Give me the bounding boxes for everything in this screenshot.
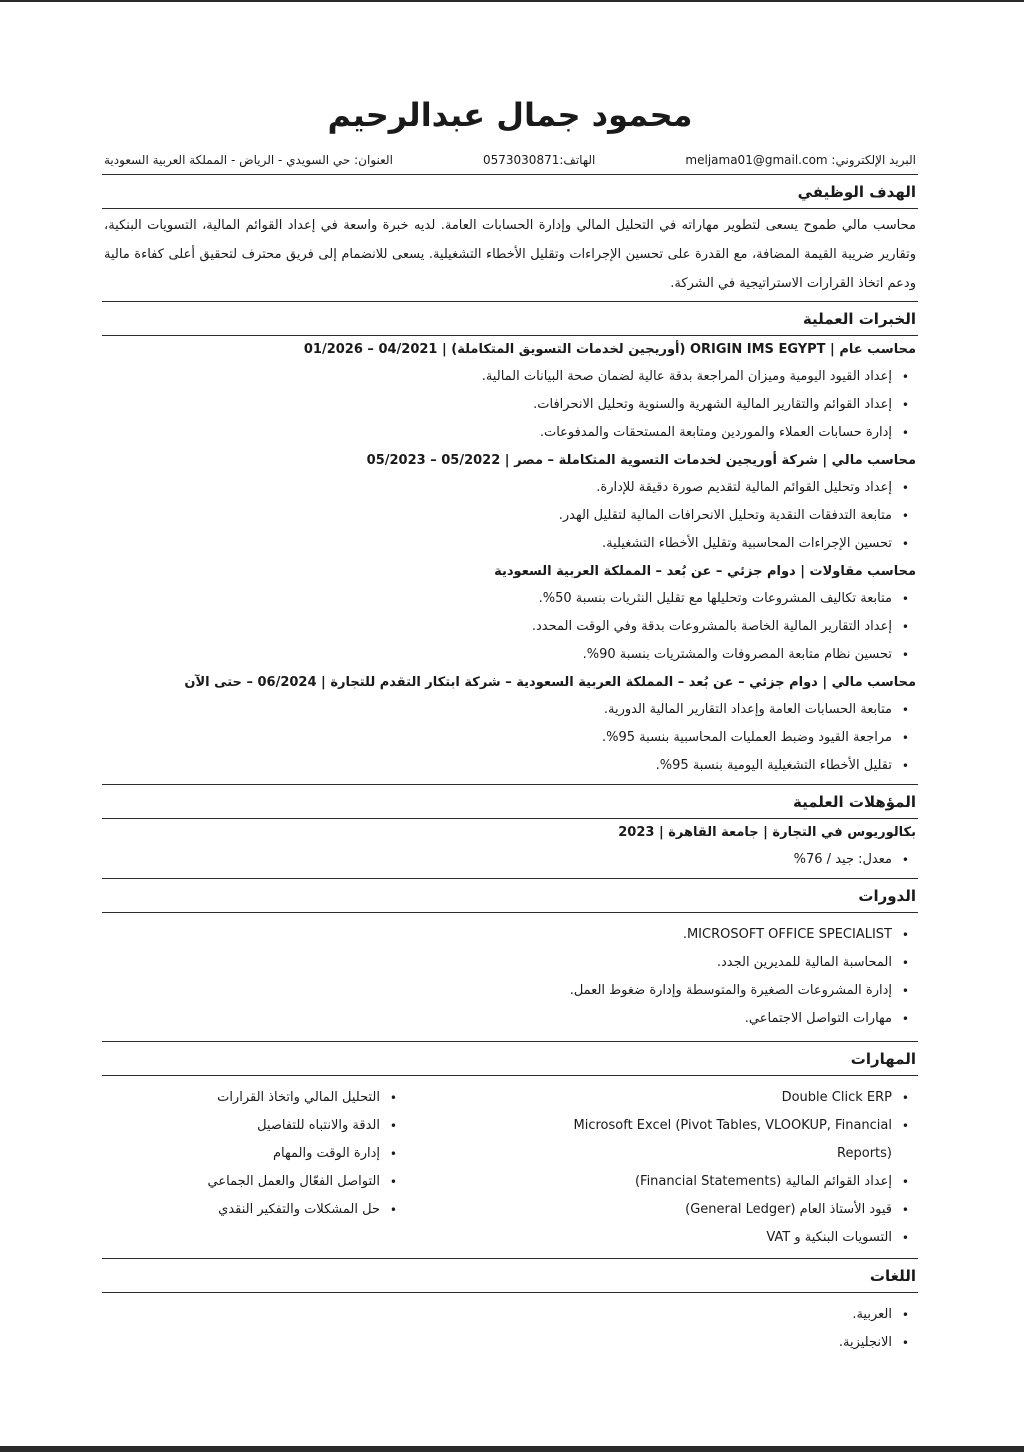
- job-bullet: • متابعة الحسابات العامة وإعداد التقارير المالية الدورية.: [104, 696, 916, 724]
- job-bullet: • إعداد وتحليل القوائم المالية لتقديم صورة دقيقة للإدارة.: [104, 474, 916, 502]
- technical-skills-list: [516, 1084, 916, 1252]
- job-title: محاسب عام | ORIGIN IMS EGYPT (أوريجين لخدمات التسويق المتكاملة) | 04/2021 – 01/2026: [303, 342, 916, 357]
- soft-skills-list: [104, 1084, 404, 1252]
- education-bullet: • معدل: جيد / 76%: [104, 846, 916, 874]
- language-item: • الانجليزية.: [104, 1329, 916, 1357]
- objective-text: محاسب مالي طموح يسعى لتطوير مهاراته في التحليل المالي وإدارة الحسابات العامة. لديه خبرة واسعة في إعداد القوائم المالية، التسويات البنكية، وتقارير ضريبة القيمة المضافة، مع القدرة على تحسين الإجراءات وتقليل الأخطاء التشغيلية. يسعى للانضمام إلى فريق محترف لتحقيق أعلى كفاءة مالية ودعم اتخاذ القرارات الاستراتيجية في الشركة.: [104, 218, 916, 291]
- skill-item: • إدارة الوقت والمهام: [104, 1140, 404, 1168]
- experience-list: [102, 336, 918, 784]
- job-entry: [104, 447, 916, 558]
- job-bullet: • متابعة تكاليف المشروعات وتحليلها مع تقليل النثريات بنسبة 50%.: [104, 585, 916, 613]
- skills-block: [102, 1076, 918, 1258]
- job-bullet: • مراجعة القيود وضبط العمليات المحاسبية بنسبة 95%.: [104, 724, 916, 752]
- skill-item: • حل المشكلات والتفكير النقدي: [104, 1196, 404, 1224]
- skill-item: • إعداد القوائم المالية (Financial Statements): [516, 1168, 916, 1196]
- job-entry: [104, 669, 916, 780]
- address: العنوان: حي السويدي - الرياض - المملكة العربية السعودية: [104, 153, 393, 167]
- job-bullet: • متابعة التدفقات النقدية وتحليل الانحرافات المالية لتقليل الهدر.: [104, 502, 916, 530]
- courses-block: [102, 913, 918, 1041]
- job-bullet: • إعداد القيود اليومية وميزان المراجعة بدقة عالية لضمان صحة البيانات المالية.: [104, 363, 916, 391]
- job-entry: [104, 558, 916, 669]
- contact-line: [102, 146, 918, 174]
- job-bullet: • إعداد التقارير المالية الخاصة بالمشروعات بدقة وفي الوقت المحدد.: [104, 613, 916, 641]
- skill-item: • التحليل المالي واتخاذ القرارات: [104, 1084, 404, 1112]
- job-title: محاسب مقاولات | دوام جزئي – عن بُعد – المملكة العربية السعودية: [494, 564, 916, 579]
- languages-block: [102, 1293, 918, 1361]
- bottom-border: [0, 1446, 1024, 1452]
- skill-item: • قيود الأستاذ العام (General Ledger): [516, 1196, 916, 1224]
- section-heading-experience: الخبرات العملية: [102, 301, 918, 336]
- section-heading-courses: الدورات: [102, 878, 918, 913]
- job-entry: [104, 336, 916, 447]
- job-title: محاسب مالي | شركة أوريجين لخدمات التسوية المتكاملة – مصر | 05/2022 – 05/2023: [366, 453, 916, 468]
- section-heading-education: المؤهلات العلمية: [102, 784, 918, 819]
- skill-item: • Microsoft Excel (Pivot Tables, VLOOKUP, Financial Reports): [516, 1112, 916, 1168]
- job-bullet: • إعداد القوائم والتقارير المالية الشهرية والسنوية وتحليل الانحرافات.: [104, 391, 916, 419]
- top-border: [0, 0, 1024, 2]
- course-item: • إدارة المشروعات الصغيرة والمتوسطة وإدارة ضغوط العمل.: [104, 977, 916, 1005]
- job-bullet: • إدارة حسابات العملاء والموردين ومتابعة المستحقات والمدفوعات.: [104, 419, 916, 447]
- skill-item: • التواصل الفعّال والعمل الجماعي: [104, 1168, 404, 1196]
- email: البريد الإلكتروني: meljama01@gmail.com: [685, 153, 916, 167]
- resume-page: [102, 86, 918, 1361]
- course-item: • MICROSOFT OFFICE SPECIALIST.: [104, 921, 916, 949]
- job-bullet: • تقليل الأخطاء التشغيلية اليومية بنسبة 95%.: [104, 752, 916, 780]
- job-title: محاسب مالي | دوام جزئي – عن بُعد – المملكة العربية السعودية – شركة ابتكار التقدم للتجارة | 06/2024 – حتى الآن: [184, 675, 916, 690]
- section-heading-skills: المهارات: [102, 1041, 918, 1076]
- job-bullet: • تحسين الإجراءات المحاسبية وتقليل الأخطاء التشغيلية.: [104, 530, 916, 558]
- education-block: [102, 819, 918, 878]
- course-item: • المحاسبة المالية للمديرين الجدد.: [104, 949, 916, 977]
- degree-title: بكالوريوس في التجارة | جامعة القاهرة | 2023: [618, 825, 916, 840]
- job-bullet: • تحسين نظام متابعة المصروفات والمشتريات بنسبة 90%.: [104, 641, 916, 669]
- skill-item: • التسويات البنكية و VAT: [516, 1224, 916, 1252]
- phone: الهاتف:0573030871: [483, 153, 596, 167]
- skill-item: • الدقة والانتباه للتفاصيل: [104, 1112, 404, 1140]
- skill-item: • Double Click ERP: [516, 1084, 916, 1112]
- section-heading-languages: اللغات: [102, 1258, 918, 1293]
- section-heading-objective: الهدف الوظيفي: [102, 174, 918, 209]
- course-item: • مهارات التواصل الاجتماعي.: [104, 1005, 916, 1033]
- language-item: • العربية.: [104, 1301, 916, 1329]
- candidate-name: محمود جمال عبدالرحيم: [327, 96, 693, 134]
